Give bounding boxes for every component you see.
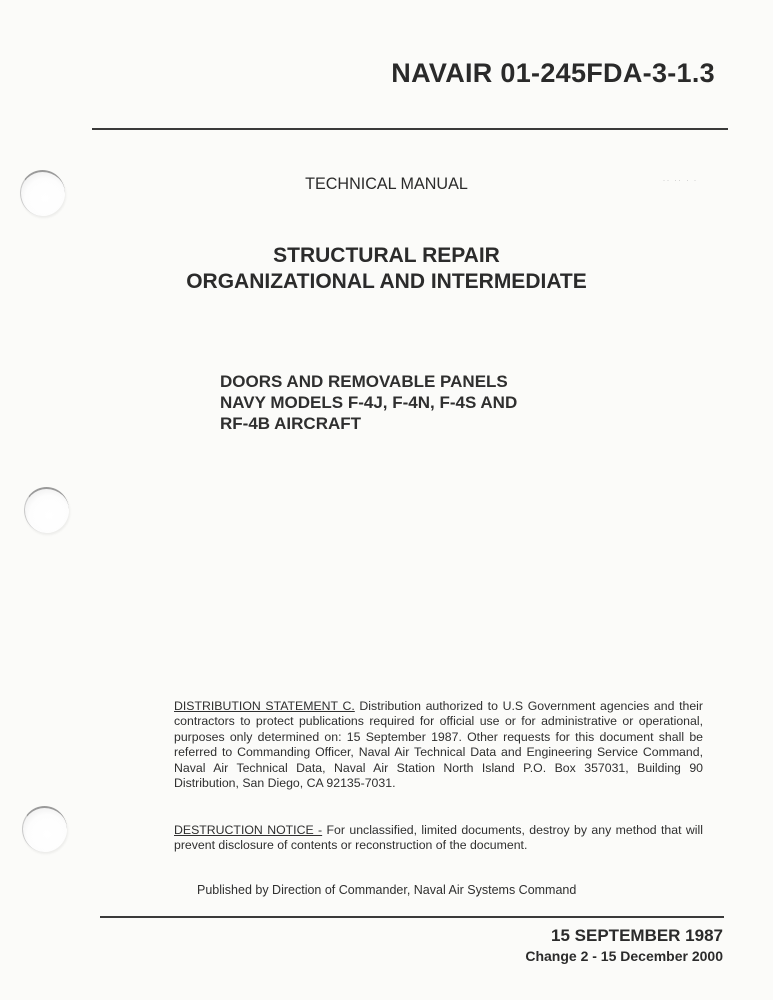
- scan-specks: ·· ·· · ·: [663, 178, 698, 184]
- destruction-notice-body: For unclassified, limited documents, destroy by any method that will prevent disclosure of contents or reconstruction of the document.: [174, 823, 703, 853]
- footer-rule: [100, 916, 724, 918]
- document-type-label: TECHNICAL MANUAL: [305, 174, 468, 193]
- subtitle-line: DOORS AND REMOVABLE PANELS: [220, 372, 508, 391]
- subtitle-line: RF-4B AIRCRAFT: [220, 414, 362, 433]
- destruction-notice: [174, 823, 703, 854]
- subtitle-line: NAVY MODELS F-4J, F-4N, F-4S AND: [220, 393, 518, 412]
- distribution-statement: [174, 699, 703, 791]
- title-line: ORGANIZATIONAL AND INTERMEDIATE: [186, 270, 587, 293]
- binder-punch-hole-bottom: [22, 806, 67, 852]
- publication-date: 15 SEPTEMBER 1987: [551, 926, 723, 945]
- distribution-statement-heading: DISTRIBUTION STATEMENT C.: [174, 699, 355, 713]
- binder-punch-hole-middle: [24, 487, 69, 533]
- published-by: Published by Direction of Commander, Naval Air Systems Command: [197, 883, 577, 897]
- title-line: STRUCTURAL REPAIR: [273, 244, 500, 267]
- document-title: [0, 243, 773, 295]
- document-number: NAVAIR 01-245FDA-3-1.3: [391, 58, 715, 88]
- destruction-notice-heading: DESTRUCTION NOTICE -: [174, 823, 323, 837]
- distribution-statement-body: Distribution authorized to U.S Government agencies and their contractors to protect publications required for official use or for administrative or operational, purposes only determined on: 15 September 1987. Other requests for this document shall be referred to Commanding Officer, Naval Air Technical Data and Engineering Service Command, Naval Air Technical Data, Naval Air Station North Island P.O. Box 357031, Building 90 Distribution, San Diego, CA 92135-7031.: [174, 699, 703, 791]
- change-notice: Change 2 - 15 December 2000: [525, 948, 723, 964]
- header-rule: [92, 128, 728, 130]
- document-subtitle: [220, 371, 517, 434]
